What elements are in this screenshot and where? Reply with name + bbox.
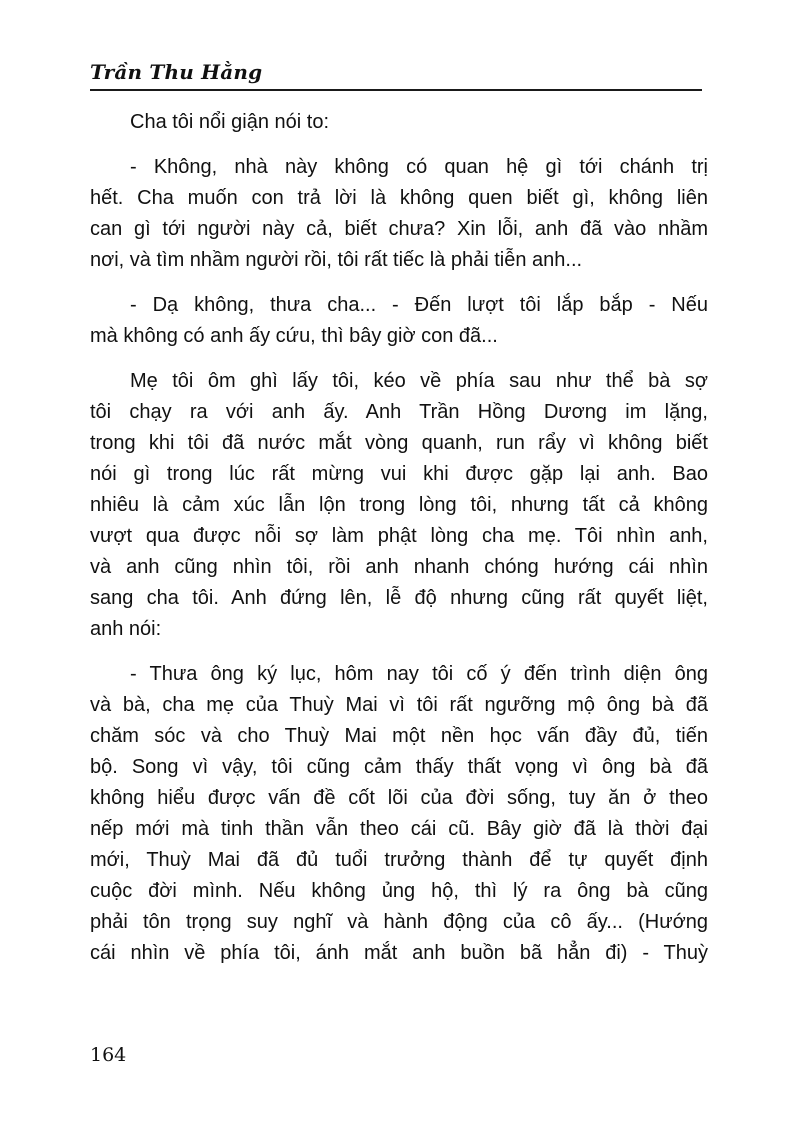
text-line: nếp mới mà tinh thần vẫn theo cái cũ. Bây giờ đã là thời đại	[90, 818, 708, 840]
paragraph	[90, 366, 708, 645]
header-rule	[90, 89, 702, 91]
text-line: không hiểu được vấn đề cốt lõi của đời sống, tuy ăn ở theo	[90, 787, 708, 809]
text-line: và bà, cha mẹ của Thuỳ Mai vì tôi rất ngưỡng mộ ông bà đã	[90, 694, 708, 716]
text-line: cái nhìn về phía tôi, ánh mắt anh buồn bã hẳn đi) - Thuỳ	[90, 942, 708, 964]
text-line: nơi, và tìm nhầm người rồi, tôi rất tiếc là phải tiễn anh...	[90, 249, 583, 271]
running-head-author: Trần Thu Hằng	[90, 60, 263, 84]
text-line: nói gì trong lúc rất mừng vui khi được gặp lại anh. Bao	[90, 463, 708, 485]
text-line: mà không có anh ấy cứu, thì bây giờ con đã...	[90, 325, 498, 347]
text-line: tôi chạy ra với anh ấy. Anh Trần Hồng Dương im lặng,	[90, 401, 708, 423]
text-line: - Không, nhà này không có quan hệ gì tới chánh trị	[130, 156, 708, 178]
paragraph	[90, 290, 708, 352]
text-line: can gì tới người này cả, biết chưa? Xin lỗi, anh đã vào nhầm	[90, 218, 708, 240]
text-line: chăm sóc và cho Thuỳ Mai một nền học vấn đầy đủ, tiến	[90, 725, 708, 747]
text-line: - Thưa ông ký lục, hôm nay tôi cố ý đến trình diện ông	[130, 663, 708, 685]
text-line: - Dạ không, thưa cha... - Đến lượt tôi lắp bắp - Nếu	[130, 294, 708, 316]
text-line: sang cha tôi. Anh đứng lên, lễ độ nhưng cũng rất quyết liệt,	[90, 587, 708, 609]
text-line: vượt qua được nỗi sợ làm phật lòng cha mẹ. Tôi nhìn anh,	[90, 525, 708, 547]
paragraph	[90, 107, 708, 138]
text-line: anh nói:	[90, 618, 162, 640]
text-line: Cha tôi nổi giận nói to:	[130, 111, 330, 133]
paragraph	[90, 152, 708, 276]
text-line: Mẹ tôi ôm ghì lấy tôi, kéo về phía sau như thể bà sợ	[130, 370, 708, 392]
paragraph	[90, 659, 708, 969]
text-line: bộ. Song vì vậy, tôi cũng cảm thấy thất vọng vì ông bà đã	[90, 756, 708, 778]
text-line: hết. Cha muốn con trả lời là không quen biết gì, không liên	[90, 187, 708, 209]
text-line: trong khi tôi đã nước mắt vòng quanh, run rẩy vì không biết	[90, 432, 708, 454]
body-text	[90, 107, 708, 983]
text-line: cuộc đời mình. Nếu không ủng hộ, thì lý ra ông bà cũng	[90, 880, 708, 902]
text-line: nhiêu là cảm xúc lẫn lộn trong lòng tôi, nhưng tất cả không	[90, 494, 708, 516]
page-number: 164	[90, 1044, 127, 1066]
text-line: mới, Thuỳ Mai đã đủ tuổi trưởng thành để tự quyết định	[90, 849, 708, 871]
text-line: và anh cũng nhìn tôi, rồi anh nhanh chóng hướng cái nhìn	[90, 556, 708, 578]
text-line: phải tôn trọng suy nghĩ và hành động của cô ấy... (Hướng	[90, 911, 708, 933]
